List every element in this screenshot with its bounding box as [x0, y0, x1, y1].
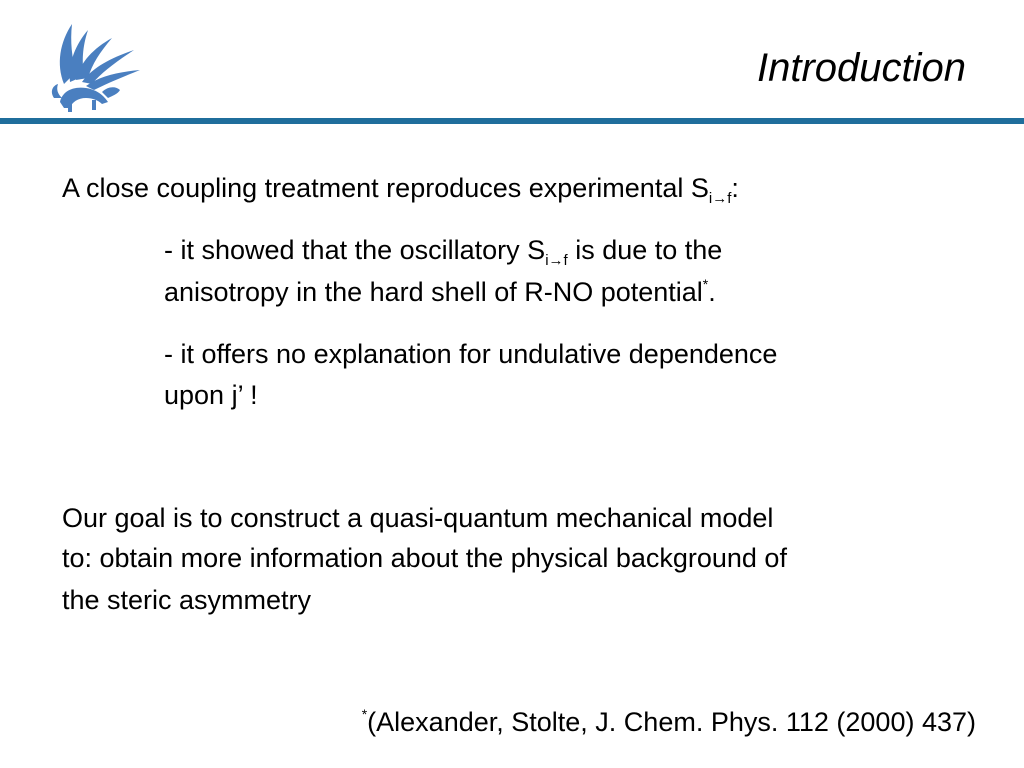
intro-line	[62, 172, 739, 207]
bullet-1-text: - it showed that the oscillatory S	[164, 235, 546, 265]
bullet-1-line-1	[164, 234, 723, 269]
header-rule	[0, 118, 1024, 124]
footnote-marker: *	[702, 276, 709, 292]
reference-line	[362, 706, 976, 738]
intro-tail: :	[731, 173, 739, 203]
reference-text: (Alexander, Stolte, J. Chem. Phys. 112 (2000) 437)	[367, 707, 976, 737]
intro-subscript: i→f	[708, 190, 732, 207]
slide-title: Introduction	[756, 46, 966, 90]
griffin-emblem-icon	[46, 14, 146, 114]
bullet-2-line-1: - it offers no explanation for undulative dependence	[164, 339, 778, 369]
bullet-1-line-2	[164, 276, 716, 308]
goal-line-1: Our goal is to construct a quasi-quantum mechanical model	[62, 503, 774, 533]
goal-line-2: to: obtain more information about the physical background of	[62, 543, 787, 573]
bullet-2-line-2: upon j’ !	[164, 380, 258, 410]
bullet-1-line-2-end: .	[708, 277, 716, 307]
intro-text: A close coupling treatment reproduces experimental S	[62, 173, 709, 203]
goal-line-3: the steric asymmetry	[62, 585, 312, 615]
reference-marker: *	[361, 706, 368, 722]
bullet-1-line-2-text: anisotropy in the hard shell of R-NO potential	[164, 277, 703, 307]
bullet-1-subscript: i→f	[545, 252, 568, 269]
bullet-1-text-end: is due to the	[567, 235, 723, 265]
